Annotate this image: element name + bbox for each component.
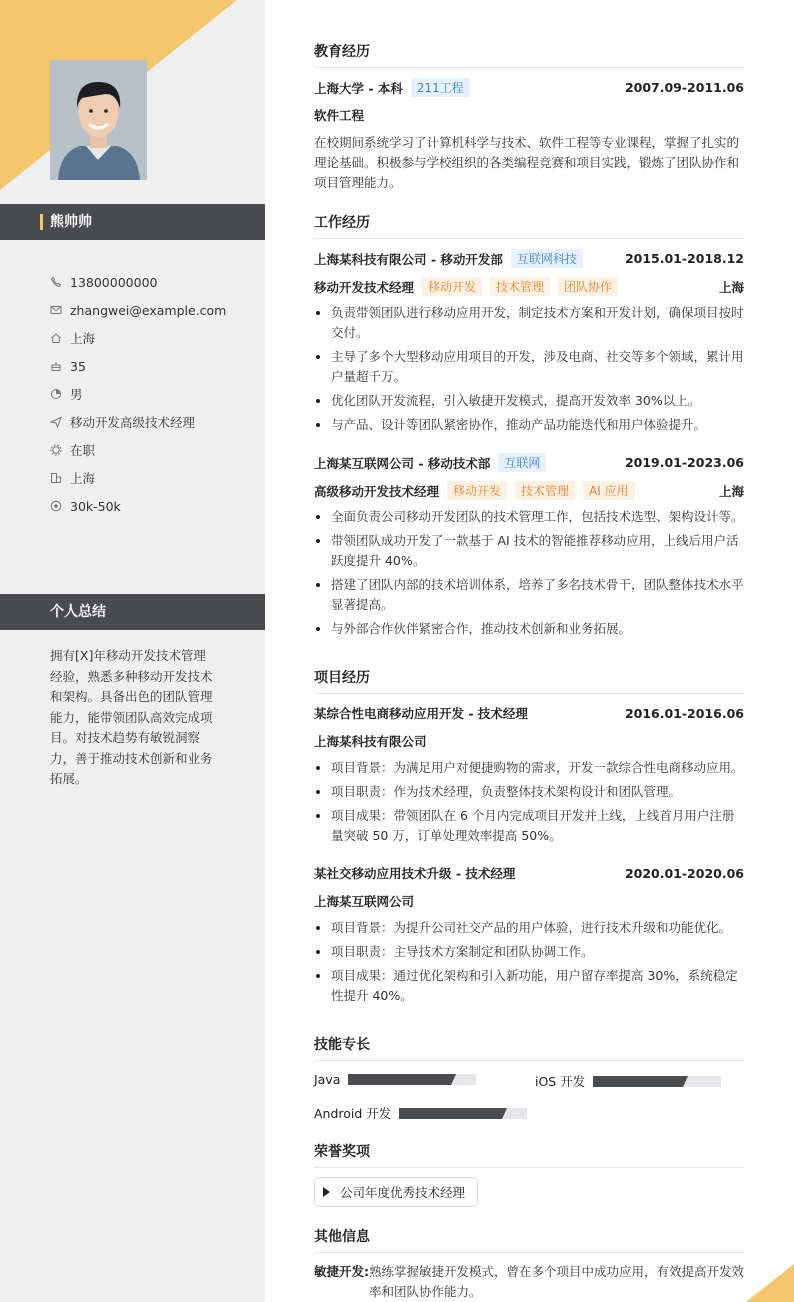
job-2-skill-tag: 技术管理	[515, 481, 575, 500]
projects-title: 项目经历	[314, 667, 744, 694]
skill-name: iOS 开发	[535, 1074, 586, 1089]
age-text: 35	[70, 358, 86, 374]
skill-ios	[535, 1072, 721, 1090]
list-item: 项目职责：作为技术经理，负责整体技术架构设计和团队管理。	[314, 782, 744, 802]
skill-java	[314, 1072, 476, 1087]
corner-decoration-bottom	[746, 1264, 794, 1302]
other-key: 敏捷开发:	[314, 1264, 369, 1279]
skill-bar	[593, 1076, 721, 1087]
job-1-skill-tag: 移动开发	[422, 277, 482, 296]
skill-android	[314, 1104, 527, 1122]
skill-bar	[399, 1108, 527, 1119]
person-name: 熊帅帅	[50, 214, 92, 230]
job-1-role-row	[314, 277, 744, 296]
job-1-bullets	[314, 303, 744, 439]
job-2-company: 上海某互联网公司 - 移动技术部	[314, 455, 491, 471]
job-1-dates: 2015.01-2018.12	[624, 251, 744, 266]
list-item: 负责带领团队进行移动应用开发，制定技术方案和开发计划，确保项目按时交付。	[314, 303, 744, 343]
play-icon	[323, 1187, 330, 1197]
status-text: 在职	[70, 443, 96, 458]
email-text: zhangwei@example.com	[70, 302, 227, 318]
project-2-company: 上海某互联网公司	[314, 894, 415, 909]
skill-name: Android 开发	[314, 1106, 392, 1121]
info-salary	[50, 492, 260, 520]
list-item: 搭建了团队内部的技术培训体系，培养了多名技术骨干，团队整体技术水平显著提高。	[314, 575, 744, 615]
list-item: 项目背景：为提升公司社交产品的用户体验，进行技术升级和功能优化。	[314, 918, 744, 938]
project-1-header	[314, 704, 744, 722]
job-2-skill-tag: 移动开发	[447, 481, 507, 500]
project-2-dates: 2020.01-2020.06	[624, 865, 744, 881]
name-bar	[0, 204, 265, 240]
info-gender	[50, 380, 260, 408]
mail-icon	[50, 304, 62, 316]
list-item: 与产品、设计等团队紧密协作，推动产品功能迭代和用户体验提升。	[314, 415, 744, 435]
education-header	[314, 78, 744, 97]
info-phone	[50, 268, 260, 296]
education-title: 教育经历	[314, 41, 744, 68]
list-item: 优化团队开发流程，引入敏捷开发模式，提高开发效率 30%以上。	[314, 391, 744, 411]
job-1-company: 上海某科技有限公司 - 移动开发部	[314, 251, 503, 267]
job-2-role: 高级移动开发技术经理	[314, 483, 440, 499]
project-1-company: 上海某科技有限公司	[314, 734, 427, 749]
awards-title: 荣誉奖项	[314, 1141, 744, 1168]
project-2-bullets	[314, 918, 744, 1010]
age-icon	[50, 360, 62, 372]
skills-title: 技能专长	[314, 1034, 744, 1061]
list-item: 项目成果：通过优化架构和引入新功能，用户留存率提高 30%，系统稳定性提升 40%。	[314, 966, 744, 1006]
skill-fill	[399, 1108, 501, 1119]
project-1-bullets	[314, 758, 744, 850]
list-item: 与外部合作伙伴紧密合作，推动技术创新和业务拓展。	[314, 619, 744, 639]
avatar	[50, 60, 147, 180]
salary-icon	[50, 500, 62, 512]
info-status	[50, 436, 260, 464]
skill-fill	[348, 1074, 450, 1085]
info-email	[50, 296, 260, 324]
skill-fill	[593, 1076, 683, 1087]
work-title: 工作经历	[314, 212, 744, 239]
home-icon	[50, 332, 62, 344]
job-1-industry-tag: 互联网科技	[511, 249, 583, 268]
project-1-name: 某综合性电商移动应用开发 - 技术经理	[314, 706, 528, 721]
skill-bar	[348, 1074, 476, 1085]
job-text: 移动开发高级技术经理	[70, 415, 196, 430]
other-info	[314, 1262, 744, 1302]
info-age	[50, 352, 260, 380]
home-text: 上海	[70, 331, 96, 346]
job-1-skill-tag: 团队协作	[558, 277, 618, 296]
education-major: 软件工程	[314, 108, 365, 123]
job-icon	[50, 416, 62, 428]
job-1-city: 上海	[718, 279, 744, 295]
job-2-industry-tag: 互联网	[498, 453, 546, 472]
job-2-bullets	[314, 507, 744, 643]
job-2-skill-tag: AI 应用	[583, 481, 635, 500]
list-item: 项目背景：为满足用户对便捷购物的需求，开发一款综合性电商移动应用。	[314, 758, 744, 778]
list-item: 主导了多个大型移动应用项目的开发，涉及电商、社交等多个领域，累计用户量超千万。	[314, 347, 744, 387]
other-value: 熟练掌握敏捷开发模式，曾在多个项目中成功应用，有效提高开发效率和团队协作能力。	[369, 1264, 745, 1299]
summary-bar	[0, 594, 265, 630]
gender-text: 男	[70, 387, 83, 402]
award-text: 公司年度优秀技术经理	[340, 1185, 466, 1200]
phone-icon	[50, 276, 62, 288]
summary-title: 个人总结	[50, 604, 106, 620]
other-title: 其他信息	[314, 1226, 744, 1253]
list-item: 项目职责：主导技术方案制定和团队协调工作。	[314, 942, 744, 962]
education-dates: 2007.09-2011.06	[624, 80, 744, 95]
project-2-name: 某社交移动应用技术升级 - 技术经理	[314, 866, 516, 881]
project-2-header	[314, 864, 744, 882]
skill-name: Java	[314, 1072, 341, 1087]
city-icon	[50, 472, 62, 484]
job-2-role-row	[314, 481, 744, 500]
summary-text: 拥有[X]年移动开发技术管理经验，熟悉多种移动开发技术和架构。具备出色的团队管理能力，能带领团队高效完成项目。对技术趋势有敏锐洞察力，善于推动技术创新和业务拓展。	[50, 648, 213, 786]
info-home	[50, 324, 260, 352]
list-item: 项目成果：带领团队在 6 个月内完成项目开发并上线，上线首月用户注册量突破 50 万，订单处理效率提高 50%。	[314, 806, 744, 846]
info-city	[50, 464, 260, 492]
name-accent	[40, 214, 43, 230]
gender-icon	[50, 388, 62, 400]
job-2-dates: 2019.01-2023.06	[624, 455, 744, 470]
job-1-header	[314, 249, 744, 268]
job-2-header	[314, 453, 744, 472]
status-icon	[50, 444, 62, 456]
project-1-dates: 2016.01-2016.06	[624, 705, 744, 721]
school-name: 上海大学 - 本科	[314, 80, 403, 96]
job-1-role: 移动开发技术经理	[314, 279, 415, 295]
job-2-city: 上海	[718, 483, 744, 499]
school-tag: 211工程	[411, 78, 470, 97]
list-item: 带领团队成功开发了一款基于 AI 技术的智能推荐移动应用，上线后用户活跃度提升 40%。	[314, 531, 744, 571]
list-item: 全面负责公司移动开发团队的技术管理工作，包括技术选型、架构设计等。	[314, 507, 744, 527]
job-1-skill-tag: 技术管理	[490, 277, 550, 296]
salary-text: 30k-50k	[70, 498, 121, 514]
phone-text: 13800000000	[70, 274, 158, 290]
info-job	[50, 408, 260, 436]
contact-info-list	[50, 268, 260, 520]
city-text: 上海	[70, 471, 96, 486]
sidebar	[0, 0, 265, 1302]
award-item[interactable]	[314, 1177, 478, 1207]
education-desc: 在校期间系统学习了计算机科学与技术、软件工程等专业课程，掌握了扎实的理论基础。积极参与学校组织的各类编程竞赛和项目实践，锻炼了团队协作和项目管理能力。	[314, 135, 740, 190]
